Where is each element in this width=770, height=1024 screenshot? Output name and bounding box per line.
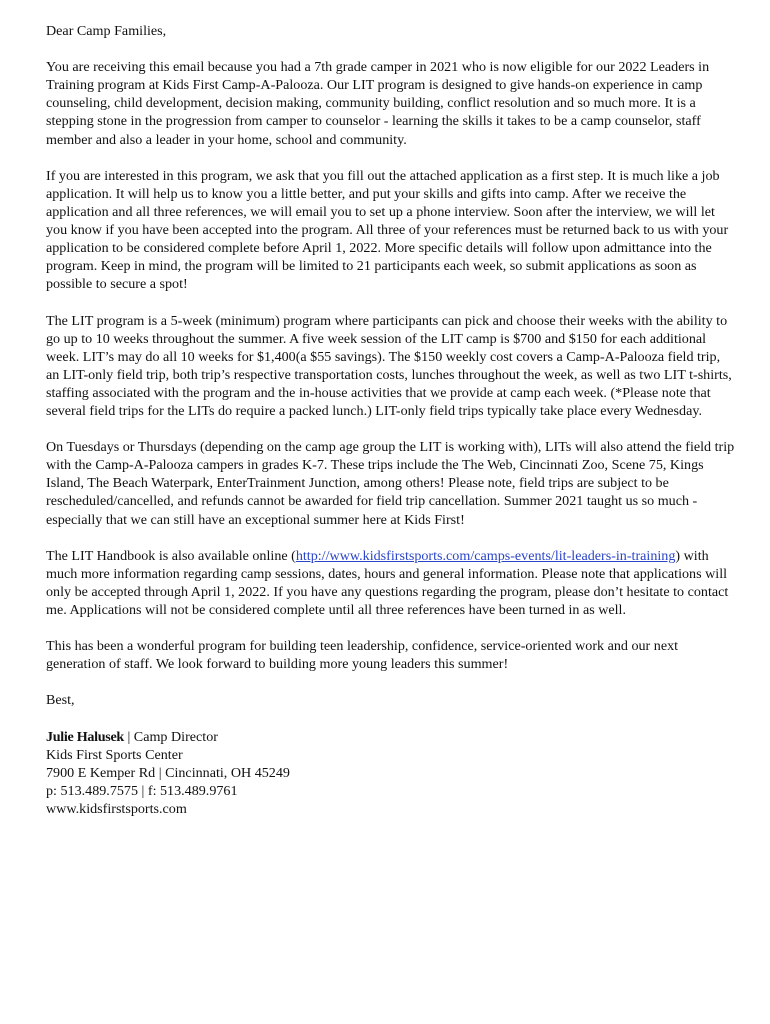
- signature-block: [46, 728, 736, 818]
- signature-website[interactable]: www.kidsfirstsports.com: [46, 801, 187, 818]
- closing: Best,: [46, 692, 75, 709]
- paragraph-intro: You are receiving this email because you had a 7th grade camper in 2021 who is now eligible for our 2022 Leaders in Training program at Kids First Camp-A-Palooza. Our LIT program is designed to give hands-on experience in camp counseling, child development, decision making, community building, conflict resolution and so much more. It is a stepping stone in the progression from camper to counselor - learning the skills it takes to be a camp counselor, staff member and also a leader in your home, school and community.: [46, 59, 710, 148]
- paragraph-field-trips: On Tuesdays or Thursdays (depending on the camp age group the LIT is working with), LITs will also attend the field trip with the Camp-A-Palooza campers in grades K-7. These trips include the The Web, Cincinnati Zoo, Scene 75, Kings Island, The Beach Waterpark, EnterTrainment Junction, among others! Please note, field trips are subject to be rescheduled/cancelled, and refunds cannot be awarded for field trip cancellation. Summer 2021 taught us so much - especially that we can still have an exceptional summer here at Kids First!: [46, 439, 735, 528]
- paragraph-closing-remarks: This has been a wonderful program for building teen leadership, confidence, service-oriented work and our next generation of staff. We look forward to building more young leaders this summer!: [46, 638, 679, 673]
- signature-name: Julie Halusek: [46, 728, 124, 745]
- signature-organization: Kids First Sports Center: [46, 746, 183, 763]
- paragraph-application: If you are interested in this program, we ask that you fill out the attached application as a first step. It is much like a job application. It will help us to know you a little better, and put your skills and gifts into camp. After we receive the application and all three references, we will email you to set up a phone interview. Soon after the interview, we will let you know if you have been accepted into the program. All three of your references must be returned back to us with your application to be considered complete before April 1, 2022. More specific details will follow upon admittance into the program. Keep in mind, the program will be limited to 21 participants each week, so submit applications as soon as possible to secure a spot!: [46, 167, 729, 293]
- signature-phone-fax: p: 513.489.7575 | f: 513.489.9761: [46, 782, 238, 799]
- signature-name-line: [46, 728, 736, 746]
- paragraph-handbook: [46, 547, 736, 619]
- handbook-text-after: ) with much more information regarding camp sessions, dates, hours and general information. Please note that applications will only be accepted through April 1, 2022. If you have any questions regarding the program, please don’t hesitate to contact me. Applications will not be considered complete until all three references have been turned in as well.: [46, 547, 729, 618]
- paragraph-program-cost: The LIT program is a 5-week (minimum) program where participants can pick and choose their weeks with the ability to go up to 10 weeks throughout the summer. A five week session of the LIT camp is $700 and $150 for each additional week. LIT’s may do all 10 weeks for $1,400(a $55 savings). The $150 weekly cost covers a Camp-A-Palooza field trip, an LIT-only field trip, both trip’s respective transportation costs, lunches throughout the week, as well as two LIT t-shirts, staffing associated with the program and the in-house activities that we provide at camp each week. (*Please note that several field trips for the LITs do require a packed lunch.) LIT-only field trips typically take place every Wednesday.: [46, 312, 732, 419]
- signature-title: | Camp Director: [123, 728, 218, 745]
- handbook-text-before: The LIT Handbook is also available online (: [46, 547, 296, 564]
- signature-address: 7900 E Kemper Rd | Cincinnati, OH 45249: [46, 764, 290, 781]
- greeting: Dear Camp Families,: [46, 23, 167, 39]
- handbook-link[interactable]: http://www.kidsfirstsports.com/camps-events/lit-leaders-in-training: [295, 547, 676, 564]
- letter-body: [46, 22, 736, 818]
